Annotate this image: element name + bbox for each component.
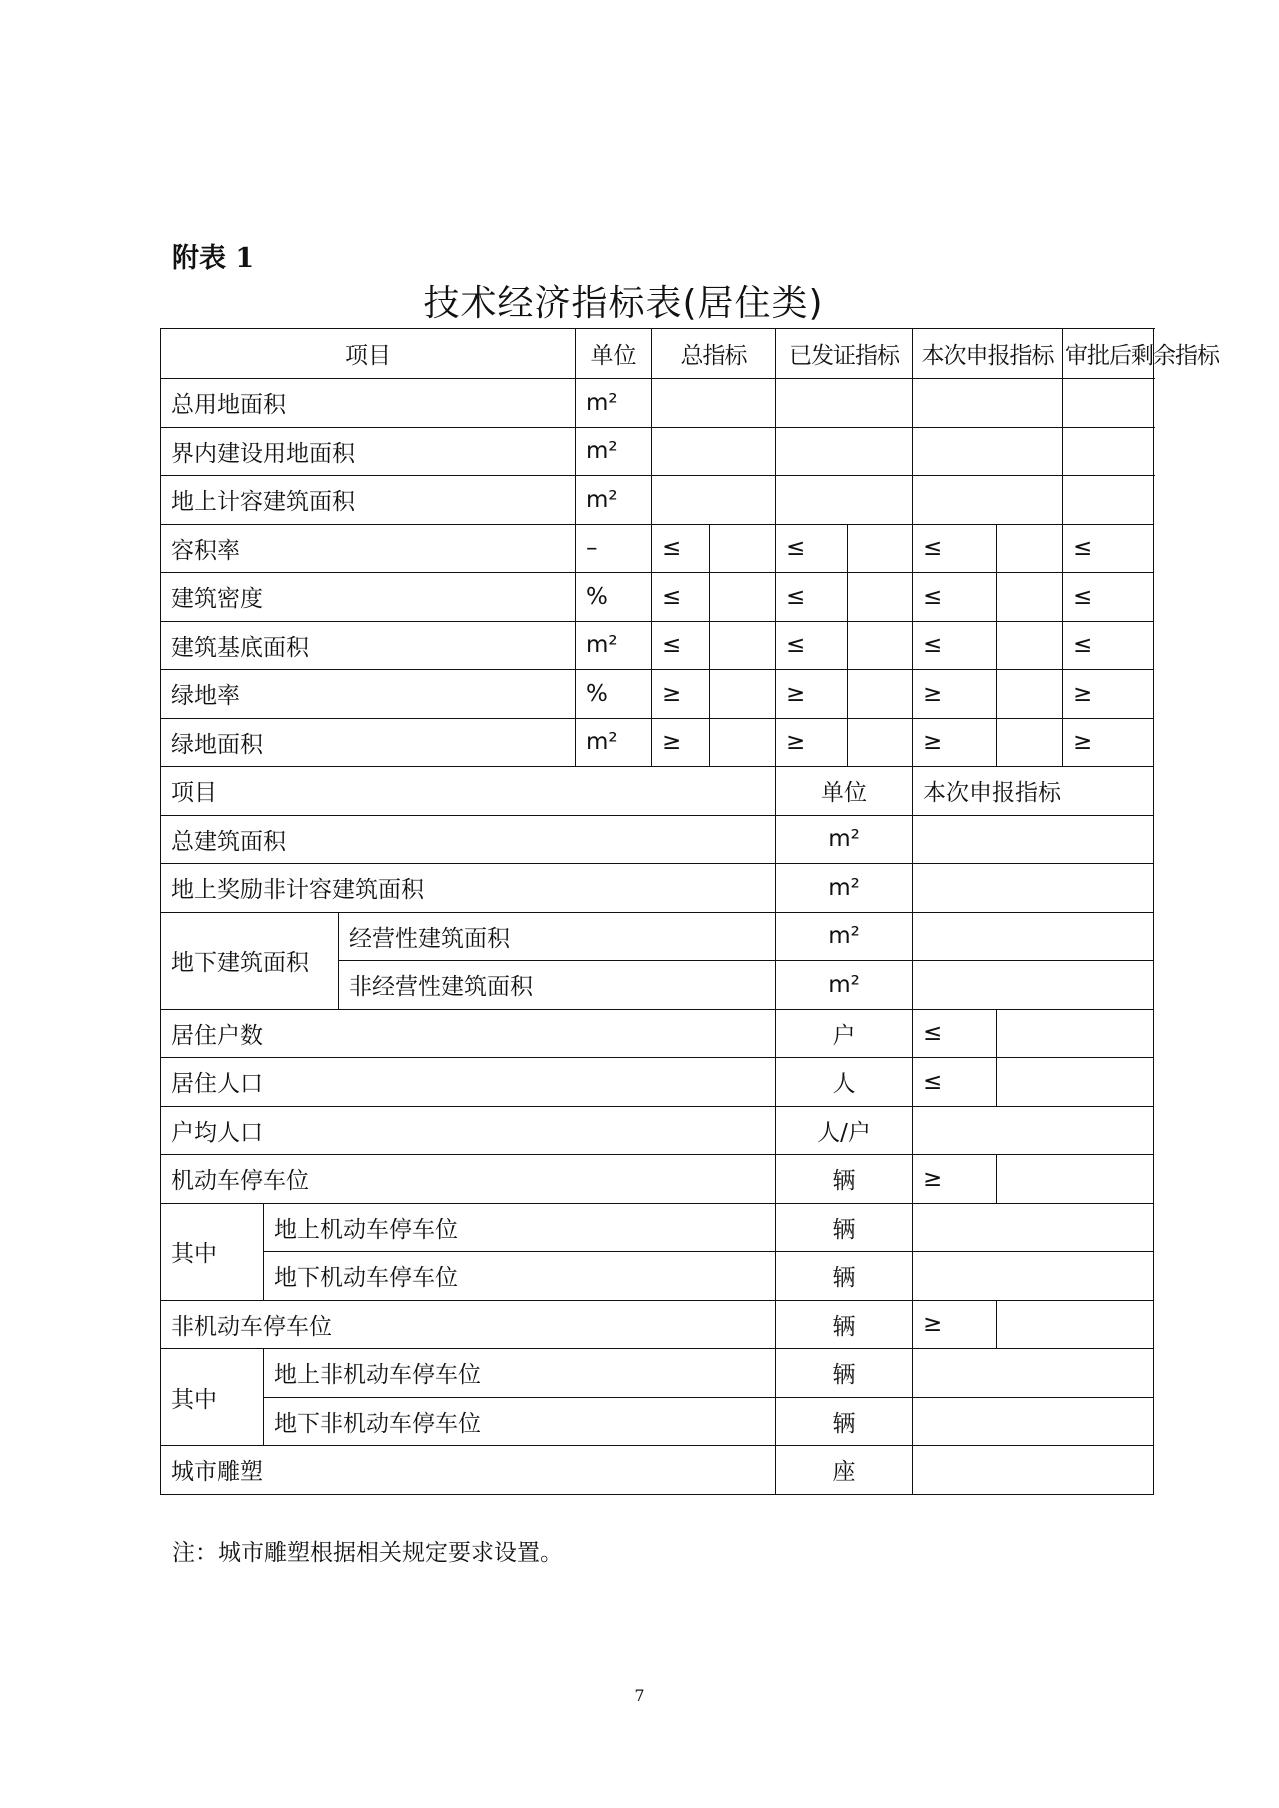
sub-row-label: 地下机动车停车位 [264,1252,776,1301]
value-cell [913,1252,1154,1301]
value-cell [710,670,776,719]
table-row [161,1009,1154,1058]
table-row [161,1446,1154,1495]
operator-symbol: ≤ [913,1058,997,1107]
operator-symbol: ≥ [913,718,997,767]
table-row [161,718,1154,767]
header-item: 项目 [161,767,776,816]
value-cell [997,1155,1154,1204]
operator-symbol: ≥ [652,718,710,767]
operator-symbol: ≤ [913,573,997,622]
row-unit: 辆 [776,1397,913,1446]
row-label: 地下建筑面积 [161,912,339,1009]
value-cell [1063,427,1154,476]
row-label: 绿地面积 [161,718,576,767]
row-unit: 辆 [776,1252,913,1301]
row-unit: % [576,573,652,622]
table-row [161,427,1154,476]
table-row [161,864,1154,913]
operator-symbol: ≤ [913,1009,997,1058]
header-remaining: 审批后剩余指标 [1063,329,1154,379]
row-unit: % [576,670,652,719]
value-cell [652,379,776,428]
value-cell [913,912,1154,961]
header-issued: 已发证指标 [776,329,913,379]
operator-symbol: ≥ [776,718,848,767]
operator-symbol: ≤ [652,573,710,622]
table-row [161,1155,1154,1204]
value-cell [848,670,913,719]
operator-symbol: ≤ [776,621,848,670]
sub-row-label: 经营性建筑面积 [339,912,776,961]
operator-symbol: ≤ [1063,621,1154,670]
row-unit: m² [776,864,913,913]
row-unit: 辆 [776,1155,913,1204]
row-label: 界内建设用地面积 [161,427,576,476]
header-current: 本次申报指标 [913,329,1063,379]
value-cell [913,864,1154,913]
row-label: 城市雕塑 [161,1446,776,1495]
value-cell [997,718,1063,767]
value-cell [776,476,913,525]
lower-header-row [161,767,1154,816]
value-cell [776,427,913,476]
header-unit: 单位 [776,767,913,816]
value-cell [848,524,913,573]
row-label: 机动车停车位 [161,1155,776,1204]
operator-symbol: ≤ [1063,573,1154,622]
header-unit: 单位 [576,329,652,379]
row-unit: – [576,524,652,573]
operator-symbol: ≥ [913,1155,997,1204]
row-label: 居住人口 [161,1058,776,1107]
operator-symbol: ≥ [652,670,710,719]
value-cell [997,573,1063,622]
row-label: 其中 [161,1203,264,1300]
row-label: 地上计容建筑面积 [161,476,576,525]
row-unit: 座 [776,1446,913,1495]
sub-row-label: 非经营性建筑面积 [339,961,776,1010]
value-cell [997,1300,1154,1349]
table-row [161,621,1154,670]
operator-symbol: ≤ [776,573,848,622]
value-cell [710,621,776,670]
row-unit: m² [776,961,913,1010]
value-cell [848,621,913,670]
operator-symbol: ≤ [652,621,710,670]
header-total: 总指标 [652,329,776,379]
value-cell [913,961,1154,1010]
row-unit: 辆 [776,1349,913,1398]
table-row [161,815,1154,864]
value-cell [997,524,1063,573]
value-cell [913,427,1063,476]
value-cell [913,1397,1154,1446]
operator-symbol: ≥ [913,1300,997,1349]
table-row [161,1300,1154,1349]
table-row [161,524,1154,573]
row-unit: 辆 [776,1300,913,1349]
row-label: 非机动车停车位 [161,1300,776,1349]
row-unit: m² [576,621,652,670]
row-label: 地上奖励非计容建筑面积 [161,864,776,913]
row-label: 建筑基底面积 [161,621,576,670]
row-label: 总用地面积 [161,379,576,428]
value-cell [913,1203,1154,1252]
operator-symbol: ≤ [776,524,848,573]
header-current: 本次申报指标 [913,767,1154,816]
row-unit: m² [576,379,652,428]
table-row [161,379,1154,428]
row-unit: 人/户 [776,1106,913,1155]
operator-symbol: ≥ [776,670,848,719]
value-cell [913,1106,1154,1155]
value-cell [1063,476,1154,525]
value-cell [913,379,1063,428]
table-row [161,476,1154,525]
value-cell [997,1009,1154,1058]
row-label: 其中 [161,1349,264,1446]
table-row [161,1252,1154,1301]
row-label: 建筑密度 [161,573,576,622]
table-row [161,670,1154,719]
value-cell [848,573,913,622]
value-cell [913,1446,1154,1495]
value-cell [1063,379,1154,428]
row-unit: m² [576,476,652,525]
table-row [161,573,1154,622]
operator-symbol: ≥ [1063,670,1154,719]
table-row [161,1058,1154,1107]
value-cell [913,1349,1154,1398]
value-cell [913,476,1063,525]
sub-row-label: 地下非机动车停车位 [264,1397,776,1446]
row-unit: 户 [776,1009,913,1058]
sub-row-label: 地上非机动车停车位 [264,1349,776,1398]
row-label: 总建筑面积 [161,815,776,864]
value-cell [710,573,776,622]
row-unit: 辆 [776,1203,913,1252]
row-unit: m² [776,912,913,961]
row-unit: m² [776,815,913,864]
sub-row-label: 地上机动车停车位 [264,1203,776,1252]
row-unit: 人 [776,1058,913,1107]
value-cell [776,379,913,428]
operator-symbol: ≤ [1063,524,1154,573]
upper-header-row [161,329,1154,379]
value-cell [913,815,1154,864]
row-unit: m² [576,427,652,476]
table-note: 注：城市雕塑根据相关规定要求设置。 [172,1540,563,1566]
row-unit: m² [576,718,652,767]
value-cell [997,621,1063,670]
value-cell [848,718,913,767]
page-number: 7 [634,1686,645,1705]
page-title: 技术经济指标表(居住类) [423,283,824,324]
row-label: 绿地率 [161,670,576,719]
operator-symbol: ≤ [913,524,997,573]
indicator-table [160,328,1220,1495]
operator-symbol: ≥ [913,670,997,719]
value-cell [652,476,776,525]
operator-symbol: ≤ [652,524,710,573]
row-label: 户均人口 [161,1106,776,1155]
value-cell [710,718,776,767]
row-label: 容积率 [161,524,576,573]
operator-symbol: ≤ [913,621,997,670]
table-row [161,1349,1154,1398]
attachment-label: 附表 1 [172,243,255,274]
table-row [161,1203,1154,1252]
table-row [161,1106,1154,1155]
value-cell [710,524,776,573]
value-cell [997,1058,1154,1107]
table-row [161,1397,1154,1446]
row-label: 居住户数 [161,1009,776,1058]
operator-symbol: ≥ [1063,718,1154,767]
header-item: 项目 [161,329,576,379]
value-cell [997,670,1063,719]
table-row [161,912,1154,961]
value-cell [652,427,776,476]
